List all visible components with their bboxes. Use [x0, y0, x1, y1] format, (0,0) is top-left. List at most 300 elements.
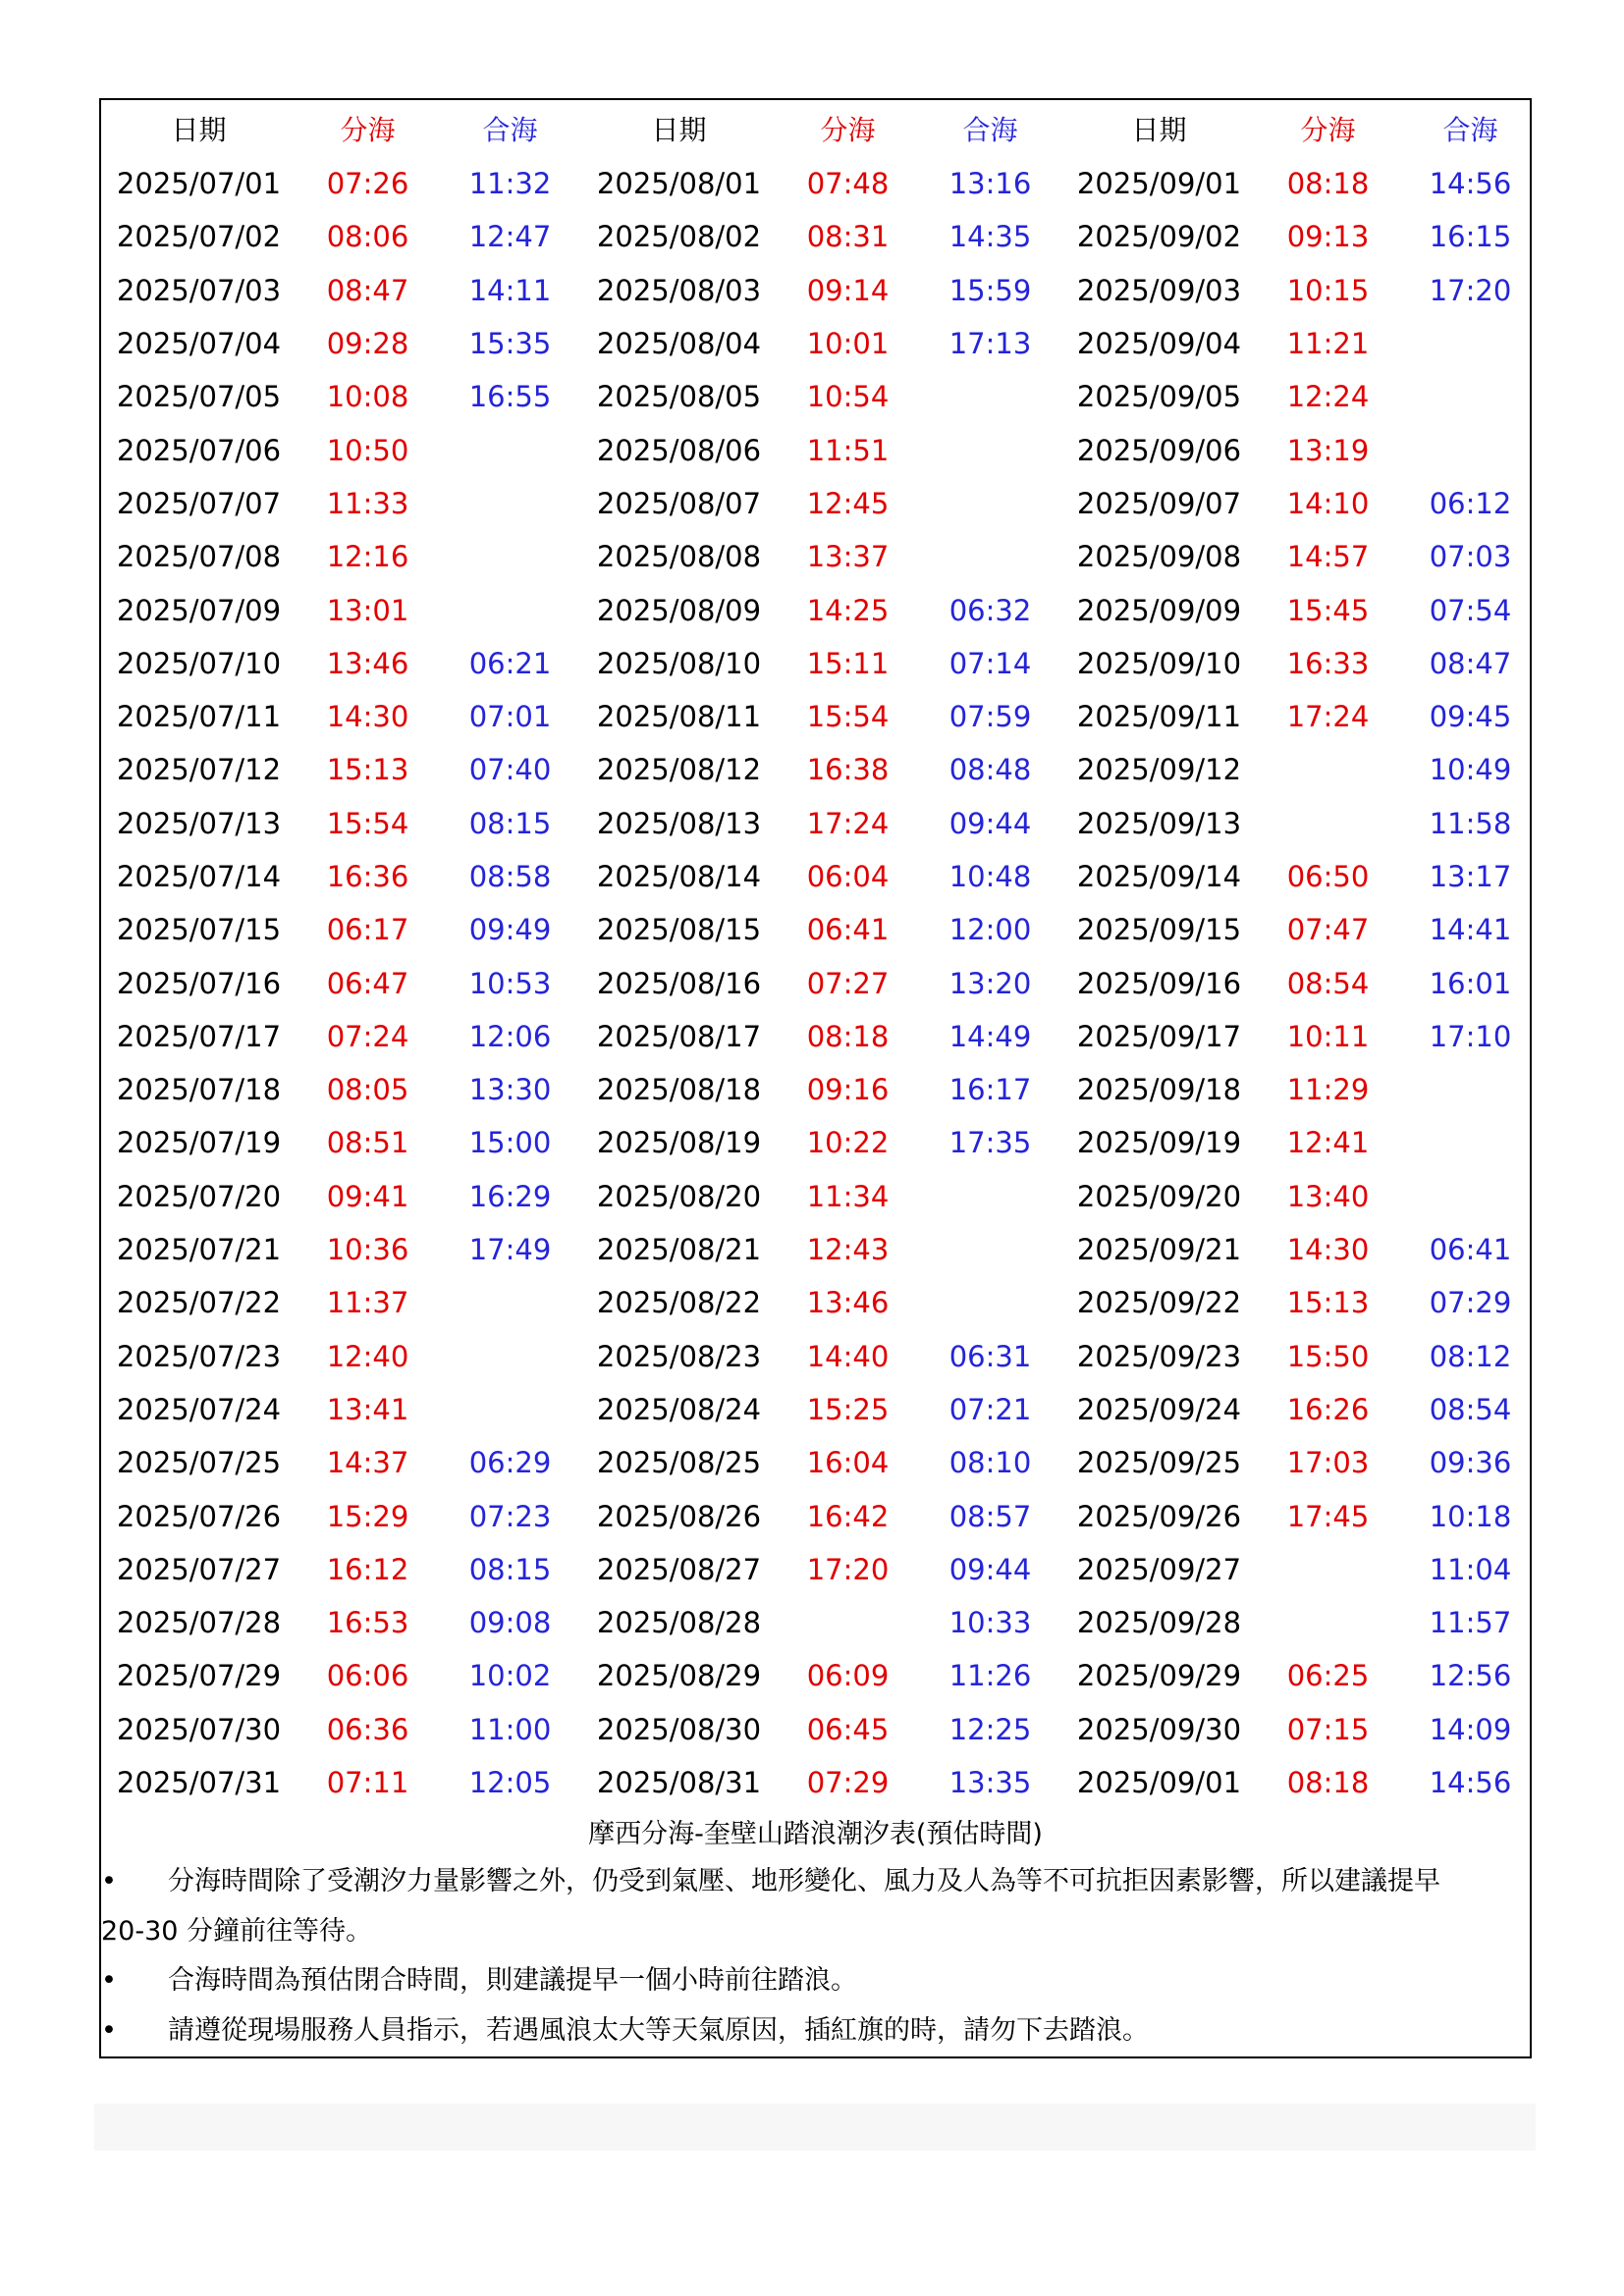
- date-cell: 2025/08/04: [596, 327, 762, 361]
- footer-band: [94, 2104, 1536, 2151]
- date-cell: 2025/08/06: [596, 433, 762, 467]
- ebb-time-cell: 15:13: [1286, 1286, 1370, 1320]
- date-cell: 2025/07/18: [116, 1073, 282, 1107]
- flood-time-cell: 17:49: [468, 1233, 552, 1267]
- date-cell: 2025/09/05: [1076, 380, 1242, 414]
- flood-time-cell: 10:53: [468, 966, 552, 1000]
- note-ebb-timing-line1: 分海時間除了受潮汐力量影響之外，仍受到氣壓、地形變化、風力及人為等不可抗拒因素影響，所以建議提早: [168, 1866, 1440, 1896]
- flood-time-cell: 07:14: [948, 646, 1032, 680]
- header-ebb-july: 分海: [340, 114, 396, 146]
- date-cell: 2025/07/29: [116, 1659, 282, 1693]
- ebb-time-cell: 14:57: [1286, 540, 1370, 574]
- date-cell: 2025/07/04: [116, 327, 282, 361]
- date-cell: 2025/08/22: [596, 1286, 762, 1320]
- ebb-time-cell: 06:41: [806, 913, 890, 947]
- date-cell: 2025/07/13: [116, 806, 282, 840]
- ebb-time-cell: 15:29: [326, 1499, 409, 1533]
- flood-time-cell: 11:26: [948, 1659, 1032, 1693]
- table-row: [101, 530, 1542, 583]
- flood-time-cell: [1399, 317, 1542, 370]
- ebb-time-cell: 13:41: [326, 1392, 409, 1426]
- table-row: [101, 1543, 1542, 1596]
- flood-time-cell: 13:30: [468, 1073, 552, 1107]
- date-cell: 2025/07/09: [116, 593, 282, 627]
- header-flood-july: 合海: [482, 114, 538, 146]
- ebb-time-cell: 08:18: [1286, 167, 1370, 201]
- date-cell: 2025/09/08: [1076, 540, 1242, 574]
- ebb-time-cell: 10:36: [326, 1233, 409, 1267]
- date-cell: 2025/07/16: [116, 966, 282, 1000]
- ebb-time-cell: 07:29: [806, 1766, 890, 1800]
- flood-time-cell: [439, 423, 581, 476]
- date-cell: 2025/08/16: [596, 966, 762, 1000]
- ebb-time-cell: 06:06: [326, 1659, 409, 1693]
- flood-time-cell: 12:05: [468, 1766, 552, 1800]
- date-cell: 2025/07/17: [116, 1019, 282, 1053]
- flood-time-cell: 15:35: [468, 327, 552, 361]
- ebb-time-cell: 08:18: [806, 1019, 890, 1053]
- ebb-time-cell: 08:05: [326, 1073, 409, 1107]
- date-cell: 2025/08/30: [596, 1712, 762, 1746]
- flood-time-cell: 06:12: [1429, 486, 1512, 520]
- table-row: [101, 1170, 1542, 1223]
- ebb-time-cell: 16:36: [326, 860, 409, 893]
- table-row: [101, 1010, 1542, 1063]
- ebb-time-cell: 10:50: [326, 433, 409, 467]
- flood-time-cell: 07:03: [1429, 540, 1512, 574]
- date-cell: 2025/07/05: [116, 380, 282, 414]
- ebb-time-cell: 17:45: [1286, 1499, 1370, 1533]
- ebb-time-cell: [1257, 1543, 1399, 1596]
- date-cell: 2025/09/26: [1076, 1499, 1242, 1533]
- date-cell: 2025/07/03: [116, 273, 282, 307]
- date-cell: 2025/08/17: [596, 1019, 762, 1053]
- header-date-august: 日期: [651, 114, 707, 146]
- flood-time-cell: 09:44: [948, 1552, 1032, 1586]
- table-row: [101, 1223, 1542, 1276]
- ebb-time-cell: 15:50: [1286, 1339, 1370, 1373]
- flood-time-cell: 11:32: [468, 167, 552, 201]
- date-cell: 2025/07/14: [116, 860, 282, 893]
- ebb-time-cell: 15:25: [806, 1392, 890, 1426]
- ebb-time-cell: 13:40: [1286, 1179, 1370, 1213]
- flood-time-cell: 13:35: [948, 1766, 1032, 1800]
- flood-time-cell: 08:48: [948, 753, 1032, 787]
- ebb-time-cell: 06:17: [326, 913, 409, 947]
- date-cell: 2025/07/30: [116, 1712, 282, 1746]
- ebb-time-cell: 09:13: [1286, 220, 1370, 254]
- date-cell: 2025/07/27: [116, 1552, 282, 1586]
- flood-time-cell: 06:41: [1429, 1233, 1512, 1267]
- table-row: [101, 637, 1542, 690]
- date-cell: 2025/09/07: [1076, 486, 1242, 520]
- date-cell: 2025/08/24: [596, 1392, 762, 1426]
- flood-time-cell: 17:10: [1429, 1019, 1512, 1053]
- ebb-time-cell: [777, 1596, 919, 1649]
- note-ebb-timing-line2: 20-30 分鐘前往等待。: [101, 1916, 373, 1947]
- ebb-time-cell: 15:54: [806, 700, 890, 734]
- date-cell: 2025/09/30: [1076, 1712, 1242, 1746]
- ebb-time-cell: 14:25: [806, 593, 890, 627]
- ebb-time-cell: 07:24: [326, 1019, 409, 1053]
- flood-time-cell: 12:25: [948, 1712, 1032, 1746]
- ebb-time-cell: 11:51: [806, 433, 890, 467]
- date-cell: 2025/07/10: [116, 646, 282, 680]
- flood-time-cell: 14:09: [1429, 1712, 1512, 1746]
- flood-time-cell: 08:54: [1429, 1392, 1512, 1426]
- date-cell: 2025/09/24: [1076, 1392, 1242, 1426]
- table-row: [101, 797, 1542, 850]
- date-cell: 2025/08/03: [596, 273, 762, 307]
- date-cell: 2025/08/09: [596, 593, 762, 627]
- ebb-time-cell: 15:13: [326, 753, 409, 787]
- date-cell: 2025/09/02: [1076, 220, 1242, 254]
- ebb-time-cell: 06:04: [806, 860, 890, 893]
- header-date-september: 日期: [1131, 114, 1187, 146]
- note-ebb-timing: [101, 1856, 1530, 1956]
- date-cell: 2025/07/31: [116, 1766, 282, 1800]
- date-cell: 2025/07/23: [116, 1339, 282, 1373]
- ebb-time-cell: 15:54: [326, 806, 409, 840]
- date-cell: 2025/08/11: [596, 700, 762, 734]
- flood-time-cell: 13:20: [948, 966, 1032, 1000]
- ebb-time-cell: 07:11: [326, 1766, 409, 1800]
- date-cell: 2025/08/31: [596, 1766, 762, 1800]
- date-cell: 2025/08/13: [596, 806, 762, 840]
- ebb-time-cell: 14:30: [1286, 1233, 1370, 1267]
- date-cell: 2025/08/29: [596, 1659, 762, 1693]
- flood-time-cell: 08:47: [1429, 646, 1512, 680]
- table-caption: 摩西分海-奎壁山踏浪潮汐表(預估時間): [588, 1819, 1043, 1849]
- ebb-time-cell: 16:12: [326, 1552, 409, 1586]
- ebb-time-cell: 16:04: [806, 1446, 890, 1480]
- flood-time-cell: 13:17: [1429, 860, 1512, 893]
- table-row: [101, 477, 1542, 530]
- ebb-time-cell: 06:36: [326, 1712, 409, 1746]
- flood-time-cell: 16:15: [1429, 220, 1512, 254]
- ebb-time-cell: 16:38: [806, 753, 890, 787]
- flood-time-cell: [919, 477, 1061, 530]
- ebb-time-cell: 17:24: [806, 806, 890, 840]
- flood-time-cell: 07:21: [948, 1392, 1032, 1426]
- date-cell: 2025/09/23: [1076, 1339, 1242, 1373]
- ebb-time-cell: 09:28: [326, 327, 409, 361]
- ebb-time-cell: 08:18: [1286, 1766, 1370, 1800]
- ebb-time-cell: 14:40: [806, 1339, 890, 1373]
- date-cell: 2025/09/17: [1076, 1019, 1242, 1053]
- date-cell: 2025/07/25: [116, 1446, 282, 1480]
- flood-time-cell: 10:02: [468, 1659, 552, 1693]
- ebb-time-cell: 07:27: [806, 966, 890, 1000]
- table-row: [101, 1330, 1542, 1383]
- flood-time-cell: 09:08: [468, 1606, 552, 1640]
- date-cell: 2025/09/04: [1076, 327, 1242, 361]
- ebb-time-cell: 11:29: [1286, 1073, 1370, 1107]
- ebb-time-cell: 13:46: [326, 646, 409, 680]
- flood-time-cell: 08:15: [468, 806, 552, 840]
- ebb-time-cell: 14:10: [1286, 486, 1370, 520]
- ebb-time-cell: 08:06: [326, 220, 409, 254]
- flood-time-cell: 10:33: [948, 1606, 1032, 1640]
- flood-time-cell: 17:35: [948, 1126, 1032, 1160]
- flood-time-cell: 15:00: [468, 1126, 552, 1160]
- date-cell: 2025/08/27: [596, 1552, 762, 1586]
- ebb-time-cell: [1257, 1596, 1399, 1649]
- ebb-time-cell: 16:26: [1286, 1392, 1370, 1426]
- ebb-time-cell: 13:46: [806, 1286, 890, 1320]
- ebb-time-cell: 08:51: [326, 1126, 409, 1160]
- ebb-time-cell: 07:47: [1286, 913, 1370, 947]
- date-cell: 2025/07/22: [116, 1286, 282, 1320]
- flood-time-cell: 07:29: [1429, 1286, 1512, 1320]
- flood-time-cell: 09:49: [468, 913, 552, 947]
- ebb-time-cell: 13:01: [326, 593, 409, 627]
- flood-time-cell: 12:56: [1429, 1659, 1512, 1693]
- table-row: [101, 423, 1542, 476]
- ebb-time-cell: 06:25: [1286, 1659, 1370, 1693]
- date-cell: 2025/09/20: [1076, 1179, 1242, 1213]
- ebb-time-cell: [1257, 743, 1399, 796]
- date-cell: 2025/07/12: [116, 753, 282, 787]
- date-cell: 2025/08/02: [596, 220, 762, 254]
- flood-time-cell: 14:35: [948, 220, 1032, 254]
- ebb-time-cell: 08:54: [1286, 966, 1370, 1000]
- flood-time-cell: [439, 477, 581, 530]
- flood-time-cell: 10:49: [1429, 753, 1512, 787]
- table-row: [101, 1063, 1542, 1116]
- flood-time-cell: 10:48: [948, 860, 1032, 893]
- date-cell: 2025/07/11: [116, 700, 282, 734]
- date-cell: 2025/09/22: [1076, 1286, 1242, 1320]
- table-header-row: [101, 100, 1542, 157]
- ebb-time-cell: 12:43: [806, 1233, 890, 1267]
- date-cell: 2025/07/15: [116, 913, 282, 947]
- flood-time-cell: 12:00: [948, 913, 1032, 947]
- ebb-time-cell: [1257, 797, 1399, 850]
- date-cell: 2025/09/16: [1076, 966, 1242, 1000]
- date-cell: 2025/08/20: [596, 1179, 762, 1213]
- flood-time-cell: [919, 1223, 1061, 1276]
- table-row: [101, 850, 1542, 903]
- date-cell: 2025/08/28: [596, 1606, 762, 1640]
- flood-time-cell: 16:01: [1429, 966, 1512, 1000]
- flood-time-cell: [439, 530, 581, 583]
- flood-time-cell: 17:13: [948, 327, 1032, 361]
- flood-time-cell: 16:29: [468, 1179, 552, 1213]
- flood-time-cell: 07:23: [468, 1499, 552, 1533]
- ebb-time-cell: 07:48: [806, 167, 890, 201]
- date-cell: 2025/09/18: [1076, 1073, 1242, 1107]
- flood-time-cell: 07:59: [948, 700, 1032, 734]
- flood-time-cell: 11:00: [468, 1712, 552, 1746]
- flood-time-cell: 06:29: [468, 1446, 552, 1480]
- note-safety: [101, 2005, 1530, 2056]
- date-cell: 2025/09/09: [1076, 593, 1242, 627]
- flood-time-cell: 08:15: [468, 1552, 552, 1586]
- header-date-july: 日期: [171, 114, 227, 146]
- date-cell: 2025/09/29: [1076, 1659, 1242, 1693]
- ebb-time-cell: 11:37: [326, 1286, 409, 1320]
- date-cell: 2025/09/21: [1076, 1233, 1242, 1267]
- flood-time-cell: [919, 370, 1061, 423]
- table-row: [101, 370, 1542, 423]
- ebb-time-cell: 17:20: [806, 1552, 890, 1586]
- ebb-time-cell: 07:26: [326, 167, 409, 201]
- date-cell: 2025/08/14: [596, 860, 762, 893]
- date-cell: 2025/07/20: [116, 1179, 282, 1213]
- table-row: [101, 583, 1542, 636]
- ebb-time-cell: 12:40: [326, 1339, 409, 1373]
- ebb-time-cell: 09:41: [326, 1179, 409, 1213]
- ebb-time-cell: 14:30: [326, 700, 409, 734]
- header-ebb-september: 分海: [1300, 114, 1356, 146]
- ebb-time-cell: 11:21: [1286, 327, 1370, 361]
- ebb-time-cell: 15:11: [806, 646, 890, 680]
- date-cell: 2025/08/23: [596, 1339, 762, 1373]
- date-cell: 2025/07/28: [116, 1606, 282, 1640]
- flood-time-cell: 12:06: [468, 1019, 552, 1053]
- date-cell: 2025/08/10: [596, 646, 762, 680]
- table-row: [101, 317, 1542, 370]
- ebb-time-cell: 11:33: [326, 486, 409, 520]
- date-cell: 2025/09/27: [1076, 1552, 1242, 1586]
- date-cell: 2025/08/21: [596, 1233, 762, 1267]
- date-cell: 2025/09/11: [1076, 700, 1242, 734]
- flood-time-cell: 06:21: [468, 646, 552, 680]
- date-cell: 2025/07/26: [116, 1499, 282, 1533]
- table-row: [101, 210, 1542, 263]
- date-cell: 2025/09/14: [1076, 860, 1242, 893]
- ebb-time-cell: 09:14: [806, 273, 890, 307]
- flood-time-cell: 11:04: [1429, 1552, 1512, 1586]
- date-cell: 2025/09/01: [1076, 167, 1242, 201]
- table-row: [101, 1596, 1542, 1649]
- tide-table: [101, 100, 1542, 1809]
- table-row: [101, 690, 1542, 743]
- tide-table-body: [101, 157, 1542, 1809]
- ebb-time-cell: 16:42: [806, 1499, 890, 1533]
- ebb-time-cell: 10:54: [806, 380, 890, 414]
- date-cell: 2025/09/01: [1076, 1766, 1242, 1800]
- date-cell: 2025/07/07: [116, 486, 282, 520]
- date-cell: 2025/07/08: [116, 540, 282, 574]
- flood-time-cell: [439, 1276, 581, 1329]
- date-cell: 2025/09/28: [1076, 1606, 1242, 1640]
- table-row: [101, 903, 1542, 956]
- flood-time-cell: 08:58: [468, 860, 552, 893]
- flood-time-cell: [1399, 1116, 1542, 1169]
- ebb-time-cell: 16:33: [1286, 646, 1370, 680]
- ebb-time-cell: 06:47: [326, 966, 409, 1000]
- date-cell: 2025/09/15: [1076, 913, 1242, 947]
- flood-time-cell: 12:47: [468, 220, 552, 254]
- flood-time-cell: [439, 1330, 581, 1383]
- ebb-time-cell: 14:37: [326, 1446, 409, 1480]
- ebb-time-cell: 13:19: [1286, 433, 1370, 467]
- date-cell: 2025/07/01: [116, 167, 282, 201]
- ebb-time-cell: 12:45: [806, 486, 890, 520]
- date-cell: 2025/08/15: [596, 913, 762, 947]
- date-cell: 2025/07/02: [116, 220, 282, 254]
- table-row: [101, 743, 1542, 796]
- ebb-time-cell: 10:22: [806, 1126, 890, 1160]
- flood-time-cell: 06:31: [948, 1339, 1032, 1373]
- flood-time-cell: 14:41: [1429, 913, 1512, 947]
- date-cell: 2025/08/19: [596, 1126, 762, 1160]
- table-row: [101, 157, 1542, 210]
- bullet-point: •: [101, 1965, 117, 1996]
- ebb-time-cell: 09:16: [806, 1073, 890, 1107]
- ebb-time-cell: 10:15: [1286, 273, 1370, 307]
- ebb-time-cell: 12:16: [326, 540, 409, 574]
- date-cell: 2025/09/06: [1076, 433, 1242, 467]
- header-ebb-august: 分海: [820, 114, 876, 146]
- flood-time-cell: 09:44: [948, 806, 1032, 840]
- date-cell: 2025/07/19: [116, 1126, 282, 1160]
- date-cell: 2025/08/26: [596, 1499, 762, 1533]
- flood-time-cell: 07:40: [468, 753, 552, 787]
- ebb-time-cell: 08:47: [326, 273, 409, 307]
- table-row: [101, 1436, 1542, 1489]
- date-cell: 2025/08/18: [596, 1073, 762, 1107]
- flood-time-cell: 13:16: [948, 167, 1032, 201]
- flood-time-cell: [439, 583, 581, 636]
- table-row: [101, 1703, 1542, 1756]
- date-cell: 2025/08/12: [596, 753, 762, 787]
- flood-time-cell: [1399, 423, 1542, 476]
- ebb-time-cell: 06:45: [806, 1712, 890, 1746]
- table-row: [101, 1756, 1542, 1809]
- flood-time-cell: 11:57: [1429, 1606, 1512, 1640]
- flood-time-cell: 16:17: [948, 1073, 1032, 1107]
- flood-time-cell: [1399, 1063, 1542, 1116]
- ebb-time-cell: 12:24: [1286, 380, 1370, 414]
- tide-table-frame: [99, 98, 1532, 2058]
- ebb-time-cell: 13:37: [806, 540, 890, 574]
- flood-time-cell: 07:54: [1429, 593, 1512, 627]
- flood-time-cell: [919, 1276, 1061, 1329]
- flood-time-cell: 07:01: [468, 700, 552, 734]
- flood-time-cell: 11:58: [1429, 806, 1512, 840]
- flood-time-cell: 09:36: [1429, 1446, 1512, 1480]
- flood-time-cell: [1399, 370, 1542, 423]
- flood-time-cell: 08:57: [948, 1499, 1032, 1533]
- bullet-point: •: [101, 2015, 117, 2046]
- date-cell: 2025/07/24: [116, 1392, 282, 1426]
- flood-time-cell: 10:18: [1429, 1499, 1512, 1533]
- date-cell: 2025/07/21: [116, 1233, 282, 1267]
- flood-time-cell: 09:45: [1429, 700, 1512, 734]
- flood-time-cell: [919, 1170, 1061, 1223]
- ebb-time-cell: 11:34: [806, 1179, 890, 1213]
- note-safety-text: 請遵從現場服務人員指示，若遇風浪太大等天氣原因，插紅旗的時，請勿下去踏浪。: [168, 2015, 1149, 2046]
- header-flood-september: 合海: [1442, 114, 1498, 146]
- ebb-time-cell: 06:50: [1286, 860, 1370, 893]
- flood-time-cell: 08:12: [1429, 1339, 1512, 1373]
- date-cell: 2025/09/10: [1076, 646, 1242, 680]
- date-cell: 2025/09/19: [1076, 1126, 1242, 1160]
- date-cell: 2025/09/03: [1076, 273, 1242, 307]
- date-cell: 2025/09/12: [1076, 753, 1242, 787]
- note-flood-timing: [101, 1955, 1530, 2005]
- date-cell: 2025/08/07: [596, 486, 762, 520]
- table-row: [101, 1649, 1542, 1702]
- bullet-point: •: [101, 1866, 117, 1896]
- table-row: [101, 956, 1542, 1009]
- flood-time-cell: 14:56: [1429, 167, 1512, 201]
- date-cell: 2025/08/01: [596, 167, 762, 201]
- flood-time-cell: 15:59: [948, 273, 1032, 307]
